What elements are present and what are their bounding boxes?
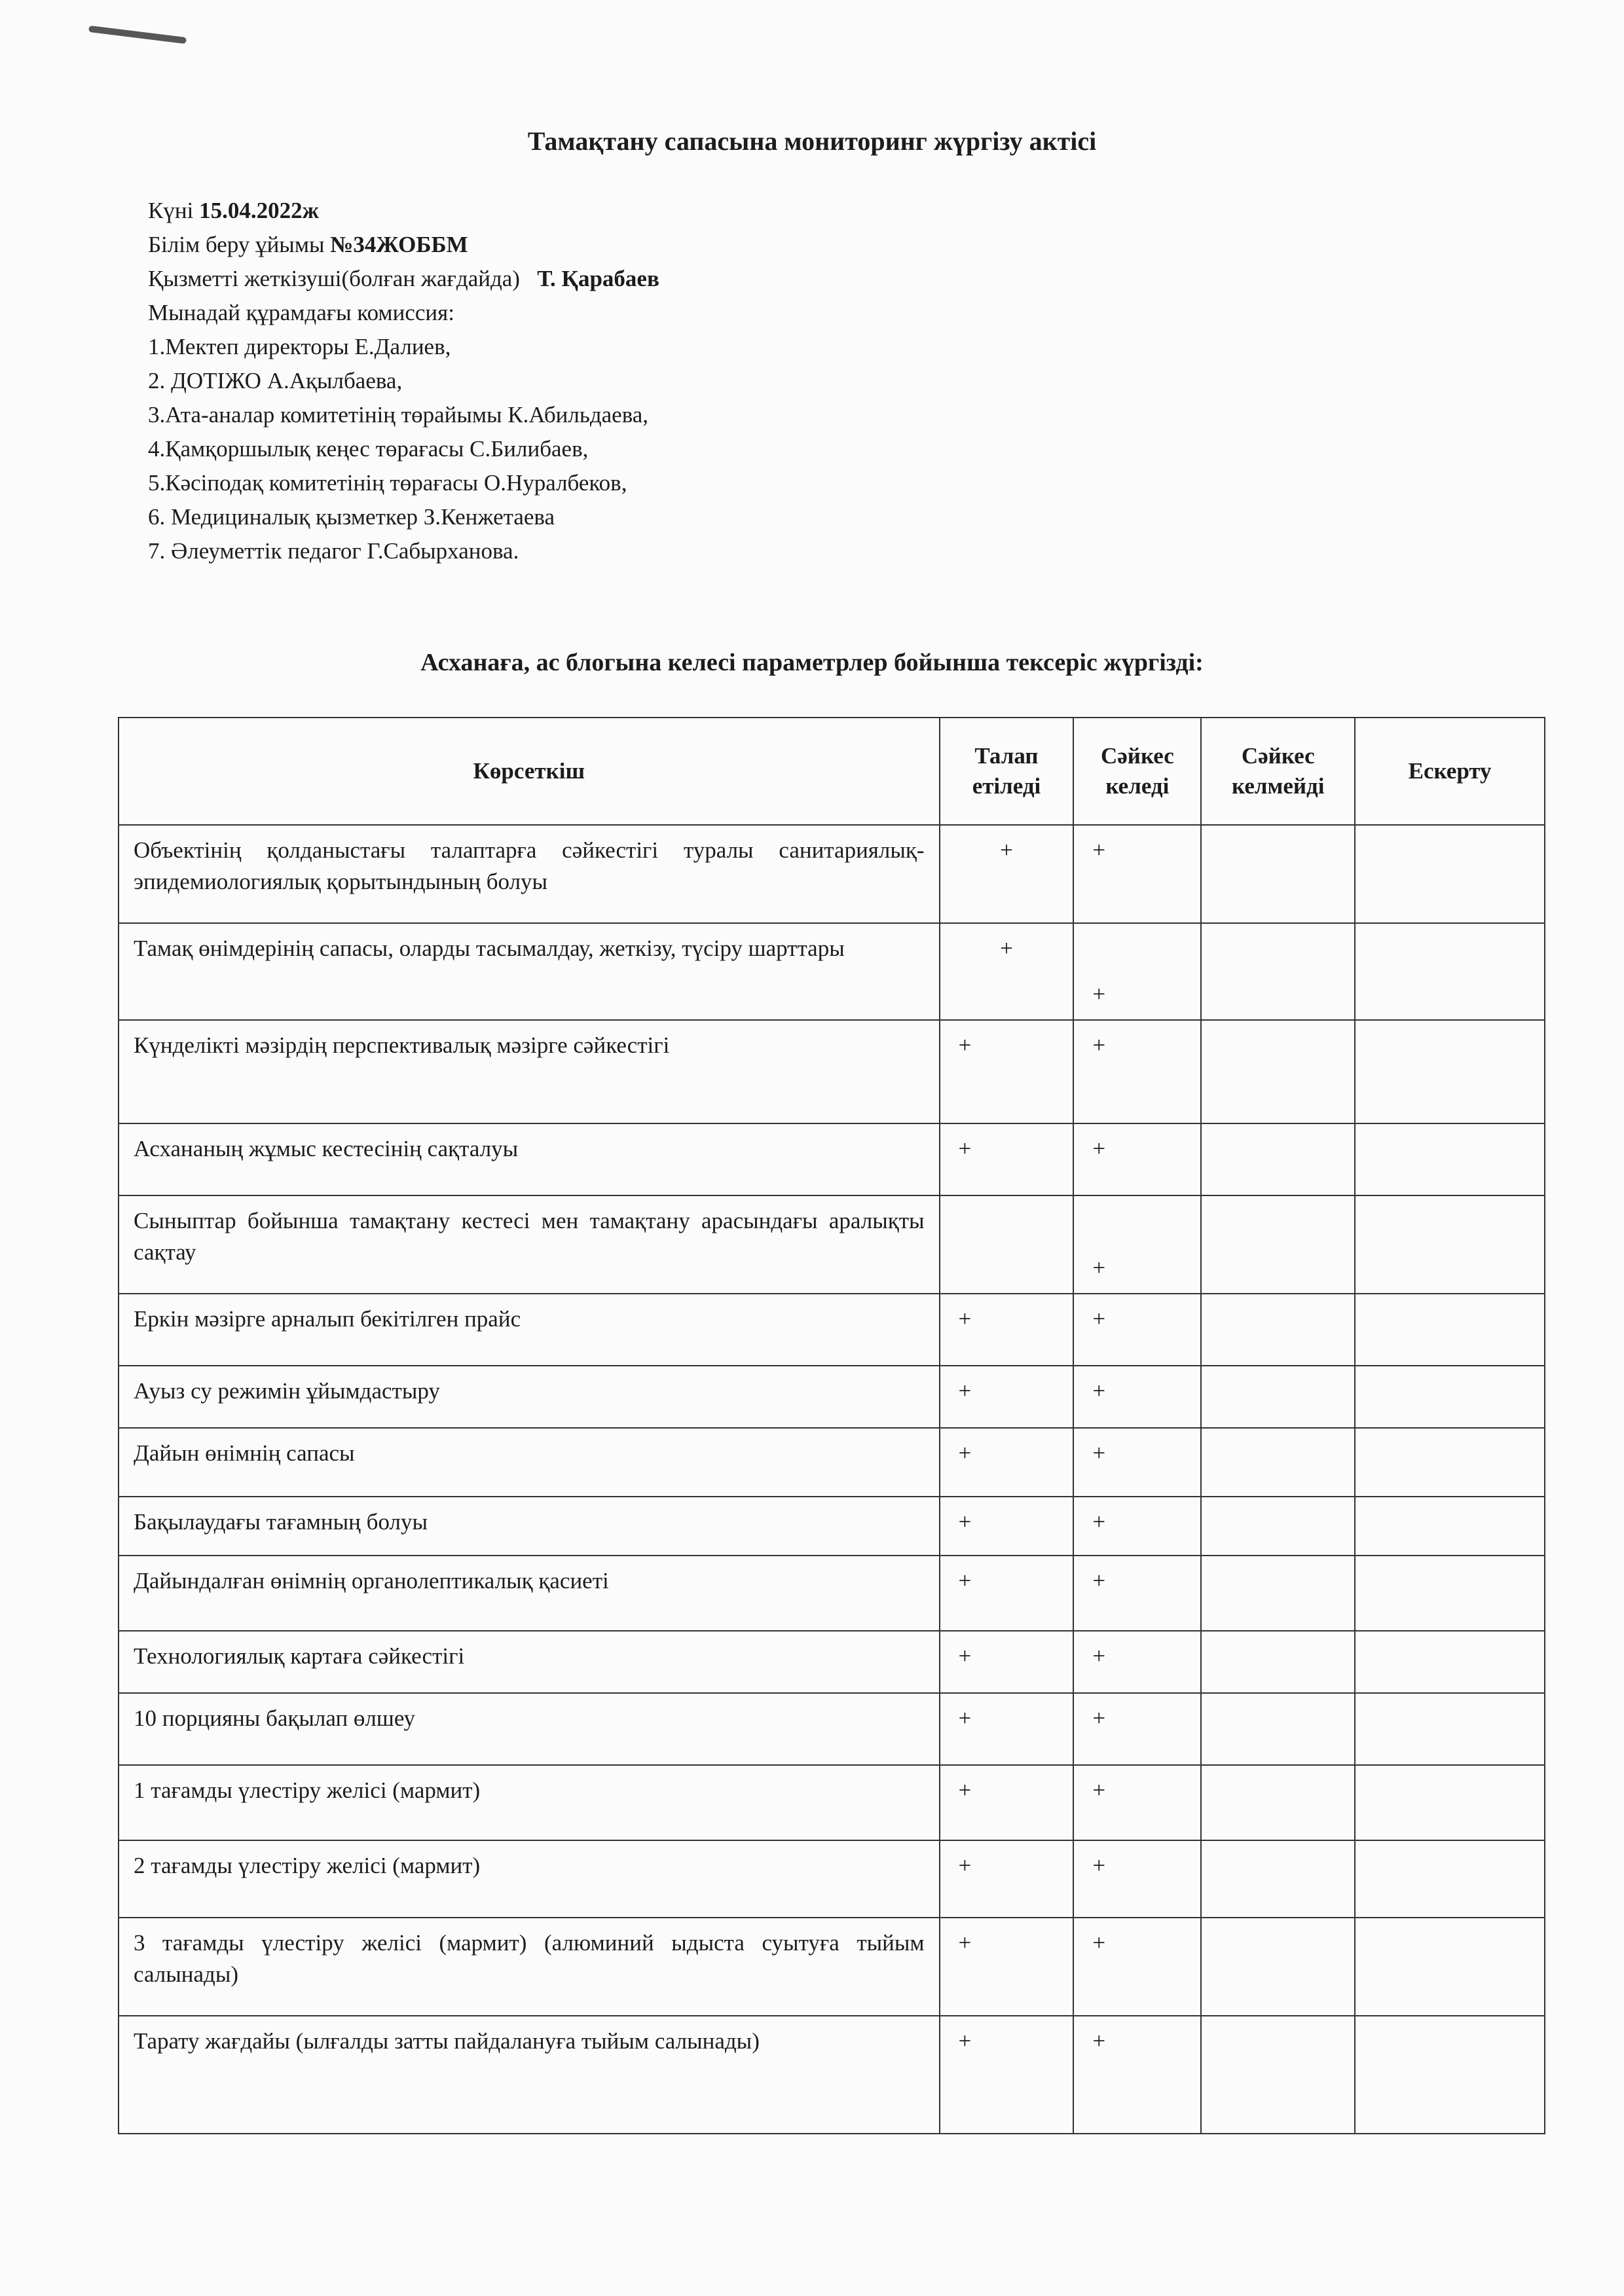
required-cell: + — [940, 1693, 1074, 1765]
note-cell — [1355, 1918, 1545, 2016]
indicator-cell: Дайын өнімнің сапасы — [119, 1428, 940, 1497]
noncompliant-cell — [1201, 1123, 1355, 1195]
table-row — [119, 1294, 1545, 1366]
supplier-value: Т. Қарабаев — [537, 266, 659, 291]
noncompliant-cell — [1201, 1631, 1355, 1693]
table-row — [119, 1840, 1545, 1918]
note-cell — [1355, 1840, 1545, 1918]
commission-member: 2. ДОТІЖО А.Ақылбаева, — [148, 368, 403, 393]
required-cell — [940, 1195, 1074, 1294]
compliant-cell: + — [1073, 1020, 1201, 1123]
note-cell — [1355, 1631, 1545, 1693]
table-row — [119, 2016, 1545, 2134]
scan-mark — [88, 26, 187, 44]
required-cell: + — [940, 1631, 1074, 1693]
indicator-cell: Объектінің қолданыстағы талаптарға сәйкестігі туралы санитариялық-эпидемиологиялық қорытындының болуы — [119, 825, 940, 923]
noncompliant-cell — [1201, 1497, 1355, 1556]
document-info — [148, 194, 659, 568]
indicator-cell: 3 тағамды үлестіру желісі (мармит) (алюминий ыдыста суытуға тыйым салынады) — [119, 1918, 940, 2016]
noncompliant-cell — [1201, 1918, 1355, 2016]
note-cell — [1355, 923, 1545, 1020]
note-cell — [1355, 2016, 1545, 2134]
noncompliant-cell — [1201, 1366, 1355, 1428]
indicator-cell: Дайындалған өнімнің органолептикалық қасиеті — [119, 1556, 940, 1631]
compliant-cell: + — [1073, 825, 1201, 923]
commission-member: 3.Ата-аналар комитетінің төрайымы К.Абильдаева, — [148, 402, 649, 428]
table-row — [119, 1693, 1545, 1765]
required-cell: + — [940, 1428, 1074, 1497]
header-note: Ескерту — [1355, 718, 1545, 825]
note-cell — [1355, 1020, 1545, 1123]
date-label: Күні — [148, 198, 200, 223]
compliant-cell: + — [1073, 2016, 1201, 2134]
date-line — [148, 194, 659, 228]
noncompliant-cell — [1201, 1765, 1355, 1840]
org-value: №34ЖОББМ — [330, 232, 468, 257]
note-cell — [1355, 1497, 1545, 1556]
table-row — [119, 1765, 1545, 1840]
compliant-cell: + — [1073, 1123, 1201, 1195]
compliant-cell: + — [1073, 923, 1201, 1020]
required-cell: + — [940, 825, 1074, 923]
table-row — [119, 923, 1545, 1020]
noncompliant-cell — [1201, 1020, 1355, 1123]
noncompliant-cell — [1201, 923, 1355, 1020]
note-cell — [1355, 1428, 1545, 1497]
header-compliant: Сәйкес келеді — [1073, 718, 1201, 825]
table-row — [119, 1497, 1545, 1556]
commission-member: 4.Қамқоршылық кеңес төрағасы С.Билибаев, — [148, 436, 589, 462]
table-header-row — [119, 718, 1545, 825]
compliant-cell: + — [1073, 1366, 1201, 1428]
required-cell: + — [940, 1294, 1074, 1366]
commission-member: 5.Кәсіподақ комитетінің төрағасы О.Нуралбеков, — [148, 470, 627, 496]
compliant-cell: + — [1073, 1497, 1201, 1556]
indicator-cell: 2 тағамды үлестіру желісі (мармит) — [119, 1840, 940, 1918]
table-row — [119, 1366, 1545, 1428]
document-title: Тамақтану сапасына мониторинг жүргізу актісі — [527, 126, 1097, 156]
required-cell: + — [940, 1497, 1074, 1556]
required-cell: + — [940, 1840, 1074, 1918]
table-row — [119, 1918, 1545, 2016]
org-label: Білім беру ұйымы — [148, 232, 331, 257]
compliant-cell: + — [1073, 1918, 1201, 2016]
note-cell — [1355, 825, 1545, 923]
note-cell — [1355, 1765, 1545, 1840]
noncompliant-cell — [1201, 825, 1355, 923]
required-cell: + — [940, 1556, 1074, 1631]
note-cell — [1355, 1123, 1545, 1195]
noncompliant-cell — [1201, 1195, 1355, 1294]
table-row — [119, 1020, 1545, 1123]
compliant-cell: + — [1073, 1556, 1201, 1631]
required-cell: + — [940, 1918, 1074, 2016]
noncompliant-cell — [1201, 1556, 1355, 1631]
commission-label: Мынадай құрамдағы комиссия: — [148, 300, 454, 325]
noncompliant-cell — [1201, 2016, 1355, 2134]
compliant-cell: + — [1073, 1693, 1201, 1765]
noncompliant-cell — [1201, 1294, 1355, 1366]
required-cell: + — [940, 1020, 1074, 1123]
table-row — [119, 1631, 1545, 1693]
table-row — [119, 825, 1545, 923]
compliant-cell: + — [1073, 1294, 1201, 1366]
inspection-table — [118, 717, 1545, 2134]
note-cell — [1355, 1294, 1545, 1366]
noncompliant-cell — [1201, 1428, 1355, 1497]
org-line — [148, 228, 659, 262]
compliant-cell: + — [1073, 1428, 1201, 1497]
note-cell — [1355, 1693, 1545, 1765]
required-cell: + — [940, 1366, 1074, 1428]
table-row — [119, 1123, 1545, 1195]
note-cell — [1355, 1195, 1545, 1294]
table-row — [119, 1195, 1545, 1294]
required-cell: + — [940, 2016, 1074, 2134]
indicator-cell: Бақылаудағы тағамның болуы — [119, 1497, 940, 1556]
indicator-cell: Асхананың жұмыс кестесінің сақталуы — [119, 1123, 940, 1195]
indicator-cell: Тарату жағдайы (ылғалды затты пайдалануға тыйым салынады) — [119, 2016, 940, 2134]
compliant-cell: + — [1073, 1765, 1201, 1840]
note-cell — [1355, 1366, 1545, 1428]
compliant-cell: + — [1073, 1631, 1201, 1693]
noncompliant-cell — [1201, 1693, 1355, 1765]
supplier-label: Қызметті жеткізуші(болған жағдайда) — [148, 266, 538, 291]
section-subtitle: Асханаға, ас блогына келесі параметрлер бойынша тексеріс жүргізді: — [420, 649, 1204, 676]
commission-member: 6. Медициналық қызметкер З.Кенжетаева — [148, 504, 555, 530]
indicator-cell: Тамақ өнімдерінің сапасы, оларды тасымалдау, жеткізу, түсіру шарттары — [119, 923, 940, 1020]
required-cell: + — [940, 1765, 1074, 1840]
required-cell: + — [940, 1123, 1074, 1195]
indicator-cell: Күнделікті мәзірдің перспективалық мәзірге сәйкестігі — [119, 1020, 940, 1123]
commission-member: 1.Мектеп директоры Е.Далиев, — [148, 334, 451, 359]
indicator-cell: Ауыз су режимін ұйымдастыру — [119, 1366, 940, 1428]
supplier-line — [148, 262, 659, 296]
indicator-cell: 1 тағамды үлестіру желісі (мармит) — [119, 1765, 940, 1840]
table-row — [119, 1428, 1545, 1497]
noncompliant-cell — [1201, 1840, 1355, 1918]
table-row — [119, 1556, 1545, 1631]
header-noncompliant: Сәйкес келмейді — [1201, 718, 1355, 825]
indicator-cell: Технологиялық картаға сәйкестігі — [119, 1631, 940, 1693]
indicator-cell: Еркін мәзірге арналып бекітілген прайс — [119, 1294, 940, 1366]
required-cell: + — [940, 923, 1074, 1020]
header-indicator: Көрсеткіш — [119, 718, 940, 825]
compliant-cell: + — [1073, 1195, 1201, 1294]
compliant-cell: + — [1073, 1840, 1201, 1918]
commission-member: 7. Әлеуметтік педагог Г.Сабырханова. — [148, 538, 519, 564]
date-value: 15.04.2022ж — [199, 198, 319, 223]
indicator-cell: 10 порцияны бақылап өлшеу — [119, 1693, 940, 1765]
indicator-cell: Сыныптар бойынша тамақтану кестесі мен тамақтану арасындағы аралықты сақтау — [119, 1195, 940, 1294]
header-required: Талап етіледі — [940, 718, 1074, 825]
note-cell — [1355, 1556, 1545, 1631]
